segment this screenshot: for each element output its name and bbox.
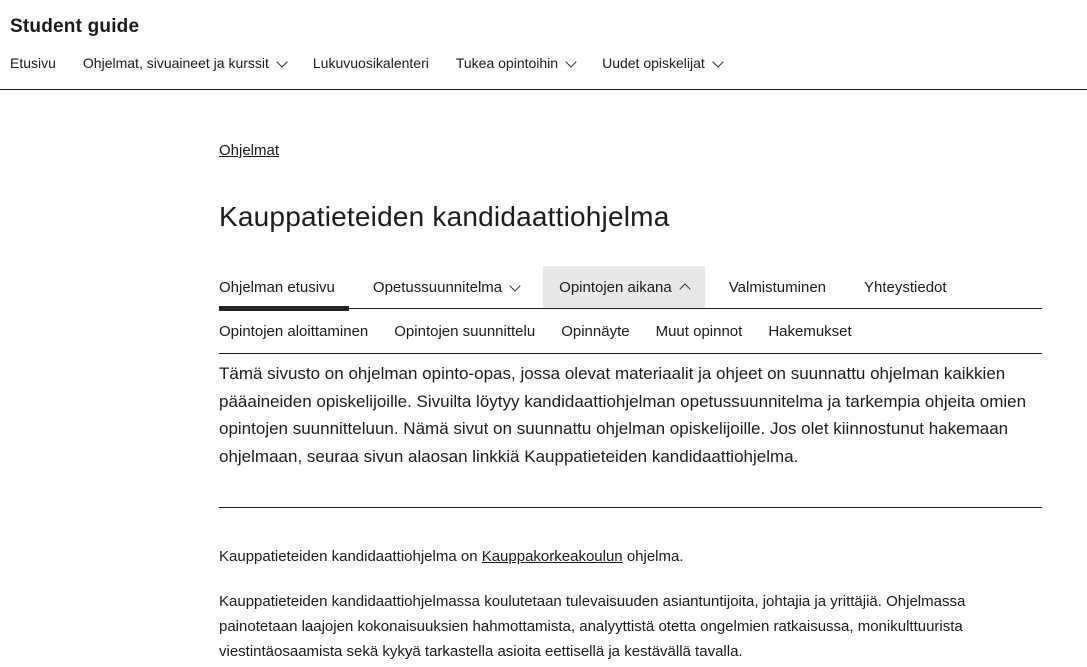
tab-label: Valmistuminen: [728, 278, 827, 296]
tab-label: Opintojen aikana: [559, 278, 672, 296]
nav-item-label: Uudet opiskelijat: [602, 55, 705, 71]
chevron-down-icon: [509, 280, 520, 291]
site-header: [0, 0, 1087, 90]
lead-paragraph: Tämä sivusto on ohjelman opinto-opas, jossa olevat materiaalit ja ohjeet on suunnattu ohjelman kaikkien pääaineiden opiskelijoille. Sivuilta löytyy kandidaattiohjelman opetussuunnitelma ja tarkempia ohjeita omien opintojen suunnitteluun. Nämä sivut on suunnattu ohjelman opiskelijoille. Jos olet kiinnostunut hakemaan ohjelmaan, seuraa sivun alaosan linkkiä Kauppatieteiden kandidaattiohjelma.: [219, 364, 1027, 466]
nav-item-label: Tukea opintoihin: [455, 55, 559, 71]
subtab-opinnayte[interactable]: Opinnäyte: [561, 322, 630, 340]
nav-item-label: Etusivu: [10, 55, 56, 71]
page-title: Kauppatieteiden kandidaattiohjelma: [219, 201, 670, 232]
tab-yhteystiedot[interactable]: [850, 266, 961, 308]
nav-item-uudet-opiskelijat[interactable]: [602, 55, 722, 71]
chevron-up-icon: [679, 283, 690, 294]
subtab-opintojen-aloittaminen[interactable]: Opintojen aloittaminen: [219, 322, 369, 340]
opintojen-aikana-subtabs: [219, 309, 1042, 354]
section-divider: [219, 507, 1042, 508]
tab-label: Yhteystiedot: [864, 278, 947, 296]
kauppakorkeakoulu-link[interactable]: Kauppakorkeakoulun: [481, 548, 623, 565]
main-content: [219, 142, 1042, 664]
tab-label: Opetussuunnitelma: [372, 278, 503, 296]
program-description-paragraph: Kauppatieteiden kandidaattiohjelmassa koulutetaan tulevaisuuden asiantuntijoita, johtajia ja yrittäjiä. Ohjelmassa painotetaan laajojen kokonaisuuksien hahmottamista, analyyttistä otetta ongelmien ratkaisussa, monikulttuurista viestintäosaamista sekä kykyä tarkastella asioita eettisellä ja kestävällä tavalla.: [219, 593, 966, 660]
main-nav: [10, 55, 1087, 71]
breadcrumb: [219, 142, 1042, 159]
chevron-down-icon: [276, 56, 287, 67]
nav-item-ohjelmat-sivuaineet-ja-kurssit[interactable]: [83, 55, 286, 71]
tab-ohjelman-etusivu[interactable]: [219, 266, 349, 308]
nav-item-lukuvuosikalenteri[interactable]: [313, 55, 429, 71]
school-paragraph: [219, 545, 1042, 569]
program-tabs: [219, 266, 1042, 309]
tab-valmistuminen[interactable]: [715, 266, 840, 308]
subtab-muut-opinnot[interactable]: Muut opinnot: [655, 322, 743, 340]
subtab-hakemukset[interactable]: Hakemukset: [768, 322, 852, 340]
nav-item-label: Ohjelmat, sivuaineet ja kurssit: [82, 55, 269, 71]
tab-label: Ohjelman etusivu: [219, 278, 335, 296]
subtab-opintojen-suunnittelu[interactable]: Opintojen suunnittelu: [394, 322, 536, 340]
breadcrumb-link-ohjelmat[interactable]: Ohjelmat: [219, 142, 280, 159]
school-paragraph-text: ohjelma.: [622, 548, 684, 565]
nav-item-label: Lukuvuosikalenteri: [312, 55, 429, 71]
chevron-down-icon: [565, 56, 576, 67]
site-title[interactable]: Student guide: [10, 16, 140, 37]
tab-opintojen-aikana[interactable]: [543, 266, 705, 308]
nav-item-etusivu[interactable]: [10, 55, 56, 71]
tab-opetussuunnitelma[interactable]: [359, 266, 533, 308]
nav-item-tukea-opintoihin[interactable]: [456, 55, 575, 71]
chevron-down-icon: [712, 56, 723, 67]
school-paragraph-text: Kauppatieteiden kandidaattiohjelma on: [219, 548, 482, 565]
